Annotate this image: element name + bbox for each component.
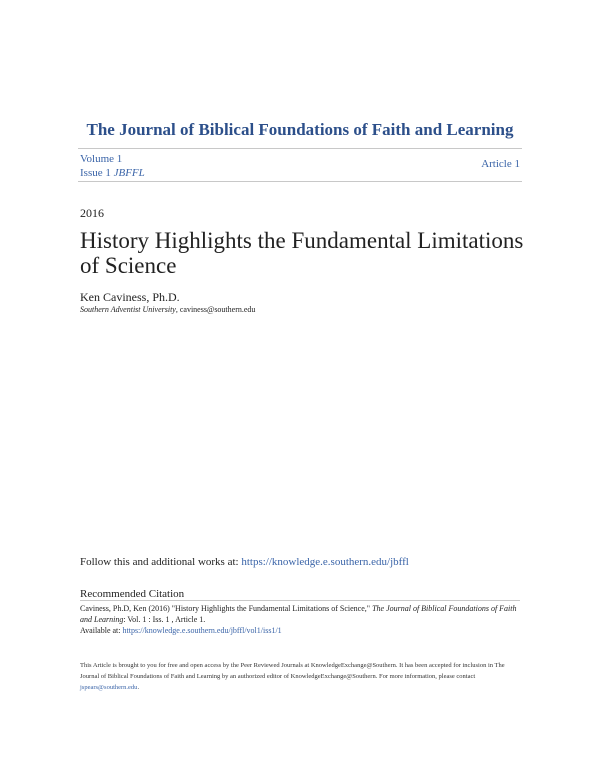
follow-link[interactable]: https://knowledge.e.southern.edu/jbffl <box>241 556 409 568</box>
affiliation-name: Southern Adventist University <box>80 305 176 314</box>
author-email[interactable]: caviness@southern.edu <box>179 305 256 314</box>
divider-bottom <box>78 181 522 182</box>
affiliation-separator: , <box>175 305 180 314</box>
author-name: Ken Caviness, Ph.D. <box>80 290 180 304</box>
divider-top <box>78 148 522 149</box>
article-number-link[interactable]: Article 1 <box>481 158 520 170</box>
notice-text: This Article is brought to you for free and open access by the Peer Reviewed Journals at KnowledgeExchange@Southern. It has been accepted for inclusion in The Journal of Biblical Foundations of Faith and Learning by an authorized editor of KnowledgeExchange@Southern. For more information, please contact <box>80 662 505 680</box>
recommended-citation-heading: Recommended Citation <box>80 588 185 600</box>
citation-volume: : Vol. 1 : Iss. 1 , Article 1. <box>123 615 206 624</box>
available-label: Available at: <box>80 626 123 635</box>
journal-title[interactable]: The Journal of Biblical Foundations of Faith and Learning <box>86 120 514 139</box>
volume-issue-block <box>80 152 145 180</box>
follow-line <box>80 556 409 568</box>
available-link[interactable]: https://knowledge.e.southern.edu/jbffl/vol1/iss1/1 <box>122 626 282 635</box>
citation-divider <box>80 600 520 601</box>
notice-end: . <box>137 684 140 691</box>
article-title: History Highlights the Fundamental Limitations of Science <box>80 228 524 278</box>
citation-text: Caviness, Ph.D, Ken (2016) "History Highlights the Fundamental Limitations of Science," <box>80 604 373 613</box>
volume-link[interactable]: Volume 1 <box>80 153 123 165</box>
follow-text: Follow this and additional works at: <box>80 556 242 568</box>
citation-body <box>80 603 520 636</box>
issue-link[interactable]: Issue 1 <box>80 167 111 179</box>
author-affiliation <box>80 305 255 314</box>
citation-journal: The Journal of Biblical Foundations of Faith and Learning <box>80 604 517 624</box>
contact-email-link[interactable]: jspears@southern.edu <box>80 684 138 691</box>
publication-year: 2016 <box>80 206 104 220</box>
journal-abbrev[interactable]: JBFFL <box>113 167 145 179</box>
access-notice <box>80 660 520 693</box>
